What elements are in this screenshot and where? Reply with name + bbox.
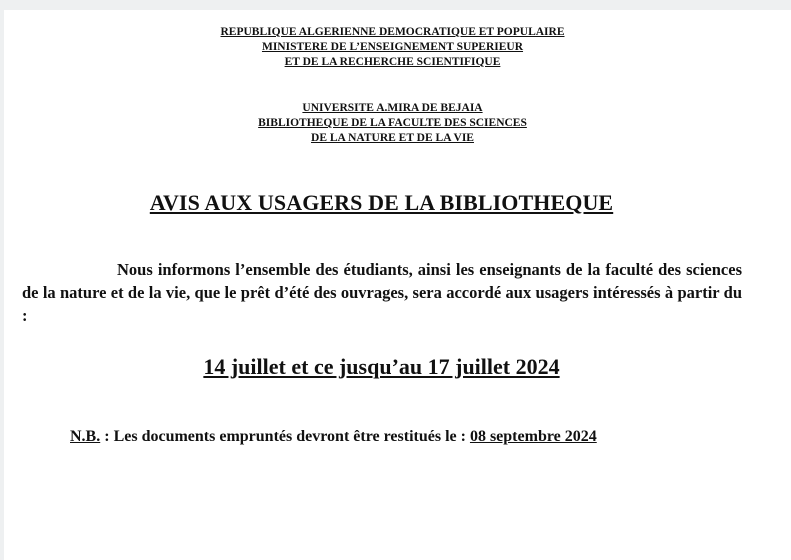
document-page — [4, 10, 791, 560]
header-research: ET DE LA RECHERCHE SCIENTIFIQUE — [284, 56, 501, 68]
header-republic: REPUBLIQUE ALGERIENNE DEMOCRATIQUE ET POPULAIRE — [220, 26, 565, 38]
nb-text: : Les documents empruntés devront être restitués le : — [100, 428, 470, 445]
institution-library: BIBLIOTHEQUE DE LA FACULTE DES SCIENCES — [258, 117, 527, 129]
nota-bene — [70, 428, 597, 446]
notice-title: AVIS AUX USAGERS DE LA BIBLIOTHEQUE — [149, 190, 614, 215]
institution-faculty: DE LA NATURE ET DE LA VIE — [311, 132, 474, 144]
return-date: 08 septembre 2024 — [469, 428, 597, 445]
notice-body: Nous informons l’ensemble des étudiants, ainsi les enseignants de la faculté des sciences de la nature et de la vie, que le prêt d’été des ouvrages, sera accordé aux usagers intéressés à partir du : — [22, 260, 742, 325]
header-ministry: MINISTERE DE L’ENSEIGNEMENT SUPERIEUR — [261, 41, 524, 53]
nb-label: N.B. — [70, 428, 101, 445]
institution-university: UNIVERSITE A.MIRA DE BEJAIA — [302, 102, 483, 114]
ministry-header — [0, 25, 786, 70]
institution-header — [0, 101, 786, 146]
loan-period: 14 juillet et ce jusqu’au 17 juillet 2024 — [203, 354, 560, 379]
